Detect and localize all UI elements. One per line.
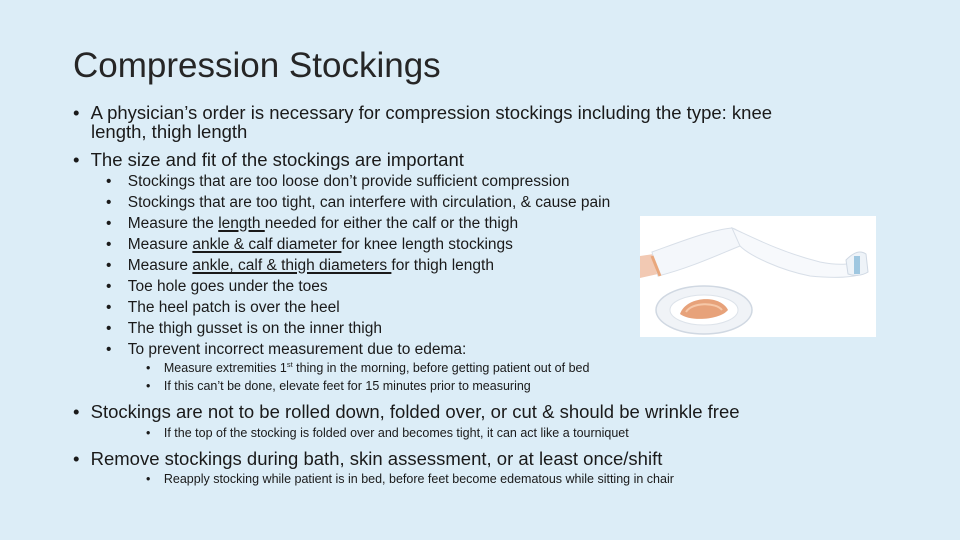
sub-bullet-text: The thigh gusset is on the inner thigh	[127, 320, 382, 337]
sub-bullet-measure-length	[106, 215, 518, 233]
sub-bullet-text: Stockings that are too loose don’t provide sufficient compression	[127, 173, 570, 190]
sub-bullet-measure-thigh	[106, 257, 494, 275]
subsub-bullet-reapply	[146, 472, 674, 486]
subsub-bullet-text: Reapply stocking while patient is in bed, before feet become edematous while sitting in chair	[163, 472, 674, 486]
sub-bullet-text: Toe hole goes under the toes	[127, 278, 328, 295]
sub-bullet-edema	[106, 341, 466, 359]
bullet-marker: •	[106, 299, 112, 316]
bullet-marker: •	[106, 278, 112, 295]
sub-bullet-toe-hole	[106, 278, 328, 296]
sub-bullet-text: The heel patch is over the heel	[127, 299, 340, 316]
bullet-size-fit	[73, 149, 464, 171]
subsub-bullet-tourniquet	[146, 426, 629, 440]
stocking-leg-photo	[640, 216, 876, 337]
stocking-leg-illustration	[640, 216, 876, 337]
slide-title: Compression Stockings	[73, 46, 441, 85]
subsub-bullet-text: Measure extremities 1st thing in the morning, before getting patient out of bed	[163, 359, 590, 375]
bullet-marker: •	[73, 102, 80, 123]
bullet-physician-order-cont: length, thigh length	[91, 121, 248, 142]
bullet-marker: •	[106, 173, 112, 190]
subsub-bullet-morning	[146, 361, 589, 375]
bullet-marker: •	[73, 401, 80, 422]
bullet-marker: •	[106, 236, 112, 253]
bullet-text: Remove stockings during bath, skin assessment, or at least once/shift	[90, 448, 663, 469]
bullet-wrinkle-free	[73, 401, 740, 423]
sub-bullet-text: Measure ankle & calf diameter for knee length stockings	[127, 236, 513, 253]
sub-bullet-heel-patch	[106, 299, 340, 317]
sub-bullet-loose	[106, 173, 569, 191]
subsub-bullet-elevate	[146, 379, 531, 393]
subsub-bullet-text: If this can’t be done, elevate feet for 15 minutes prior to measuring	[163, 379, 531, 393]
bullet-marker: •	[146, 472, 151, 486]
bullet-text: Stockings are not to be rolled down, folded over, or cut & should be wrinkle free	[90, 401, 740, 422]
sub-bullet-text: To prevent incorrect measurement due to edema:	[127, 341, 467, 358]
sub-bullet-text: Measure the length needed for either the calf or the thigh	[127, 215, 519, 232]
bullet-marker: •	[106, 341, 112, 358]
bullet-marker: •	[106, 320, 112, 337]
bullet-marker: •	[73, 448, 80, 469]
bullet-text: A physician’s order is necessary for compression stockings including the type: knee	[90, 102, 773, 123]
bullet-marker: •	[146, 426, 151, 440]
sub-bullet-text: Measure ankle, calf & thigh diameters for thigh length	[127, 257, 494, 274]
bullet-marker: •	[106, 194, 112, 211]
sub-bullet-measure-knee	[106, 236, 513, 254]
bullet-marker: •	[73, 149, 80, 170]
sub-bullet-gusset	[106, 320, 382, 338]
bullet-text: The size and fit of the stockings are important	[90, 149, 464, 170]
subsub-bullet-text: If the top of the stocking is folded over and becomes tight, it can act like a tourniquet	[163, 426, 629, 440]
sub-bullet-tight	[106, 194, 610, 212]
bullet-remove-stockings	[73, 448, 662, 470]
bullet-marker: •	[146, 379, 151, 393]
bullet-marker: •	[106, 257, 112, 274]
bullet-marker: •	[146, 361, 151, 375]
sub-bullet-text: Stockings that are too tight, can interfere with circulation, & cause pain	[127, 194, 611, 211]
bullet-marker: •	[106, 215, 112, 232]
